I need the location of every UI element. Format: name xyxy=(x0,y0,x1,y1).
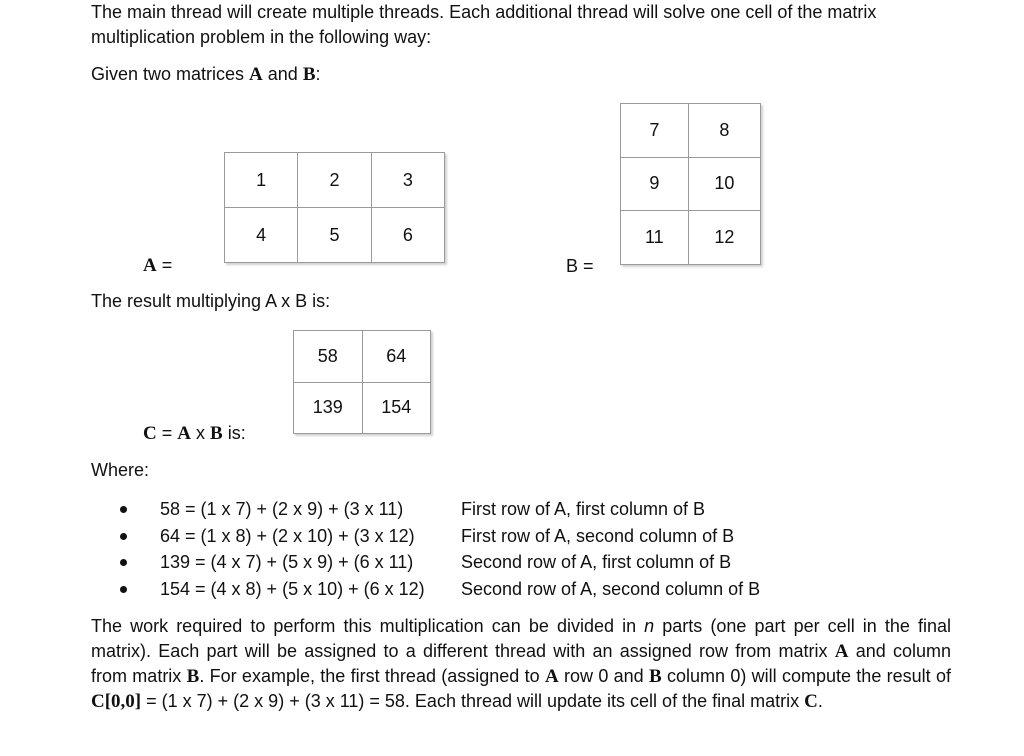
final-text: and column from matrix xyxy=(91,641,951,686)
matrix-c-cell: 154 xyxy=(362,382,431,434)
final-a: A xyxy=(834,641,849,662)
matrix-c-cell: 139 xyxy=(294,382,363,434)
final-b: B xyxy=(186,666,200,687)
final-text: . For example, the first thread (assigned to xyxy=(199,666,545,686)
bullet-icon xyxy=(120,533,127,540)
given-line xyxy=(91,64,321,86)
final-paragraph xyxy=(91,614,951,714)
matrix-c-label xyxy=(143,423,246,445)
bullet-equation: 139 = (4 x 7) + (5 x 9) + (6 x 11) xyxy=(160,552,414,572)
bullet-icon xyxy=(120,586,127,593)
matrix-c-label-a: A xyxy=(177,423,191,444)
matrix-c-label-b: B xyxy=(210,423,223,444)
final-b: B xyxy=(649,666,662,687)
bullet-description: Second row of A, first column of B xyxy=(461,552,732,572)
final-a: A xyxy=(544,666,559,687)
final-text: column 0) will compute the result of xyxy=(661,666,951,686)
matrix-a-cell: 1 xyxy=(225,153,298,208)
matrix-a-cell: 6 xyxy=(371,208,444,263)
matrix-a-cell: 5 xyxy=(298,208,371,263)
matrix-a-cell: 3 xyxy=(371,153,444,208)
matrix-c-label-x: x xyxy=(190,423,210,443)
bullet-icon xyxy=(120,506,127,513)
matrix-c-label-eq: = xyxy=(156,423,178,443)
bullet-description: Second row of A, second column of B xyxy=(461,578,761,599)
matrix-b-cell: 10 xyxy=(688,157,760,211)
given-prefix: Given two matrices xyxy=(91,64,250,84)
matrix-a-cell: 2 xyxy=(298,153,371,208)
matrix-c-row xyxy=(294,331,431,383)
matrix-b xyxy=(620,103,761,265)
where-label: Where: xyxy=(91,460,150,480)
bullet-equation: 58 = (1 x 7) + (2 x 9) + (3 x 11) xyxy=(160,499,404,519)
matrix-a-label-eq: = xyxy=(156,255,173,275)
matrix-c xyxy=(293,330,431,434)
matrix-c-cell: 64 xyxy=(362,331,431,383)
matrix-c-label-is: is: xyxy=(222,423,246,443)
final-text: row 0 and xyxy=(558,666,649,686)
matrix-b-cell: 12 xyxy=(688,211,760,265)
matrix-a-label xyxy=(143,255,172,277)
matrix-a-row xyxy=(225,153,445,208)
matrix-b-cell: 8 xyxy=(688,104,760,158)
result-text: The result multiplying A x B is: xyxy=(91,291,331,311)
final-n: n xyxy=(644,616,655,636)
matrix-c-row xyxy=(294,382,431,434)
final-text: = (1 x 7) + (2 x 9) + (3 x 11) = 58. Each thread will update its cell of the final matrix xyxy=(141,691,805,711)
matrix-b-row xyxy=(621,211,761,265)
given-b: B xyxy=(302,64,316,85)
final-c-expr: C[0,0] xyxy=(91,691,142,712)
intro-line-2: multiplication problem in the following way: xyxy=(91,27,432,47)
given-and: and xyxy=(262,64,303,84)
matrix-b-label: B = xyxy=(566,256,594,276)
bullet-equation: 64 = (1 x 8) + (2 x 10) + (3 x 12) xyxy=(160,525,415,546)
given-a: A xyxy=(249,64,263,85)
intro-line-1: The main thread will create multiple threads. Each additional thread will solve one cell of the matrix xyxy=(91,2,877,22)
final-c: C xyxy=(804,691,818,712)
matrix-b-cell: 9 xyxy=(621,157,689,211)
given-suffix: : xyxy=(315,64,321,84)
final-text: parts (one part per cell in the final matrix). Each part will be assigned to a different thread with an assigned row from matrix xyxy=(91,616,951,661)
matrix-a xyxy=(224,152,445,263)
matrix-a-label-sym: A xyxy=(143,255,157,276)
matrix-a-cell: 4 xyxy=(225,208,298,263)
final-text: . xyxy=(817,691,823,711)
matrix-b-cell: 11 xyxy=(621,211,689,265)
bullet-description: First row of A, second column of B xyxy=(461,525,735,546)
matrix-b-row xyxy=(621,104,761,158)
bullet-equation: 154 = (4 x 8) + (5 x 10) + (6 x 12) xyxy=(160,578,425,599)
matrix-b-cell: 7 xyxy=(621,104,689,158)
bullet-icon xyxy=(120,559,127,566)
matrix-b-row xyxy=(621,157,761,211)
final-text: The work required to perform this multiplication can be divided in xyxy=(91,616,645,636)
matrix-c-label-c: C xyxy=(143,423,157,444)
bullet-description: First row of A, first column of B xyxy=(461,499,706,519)
matrix-c-cell: 58 xyxy=(294,331,363,383)
matrix-a-row xyxy=(225,208,445,263)
